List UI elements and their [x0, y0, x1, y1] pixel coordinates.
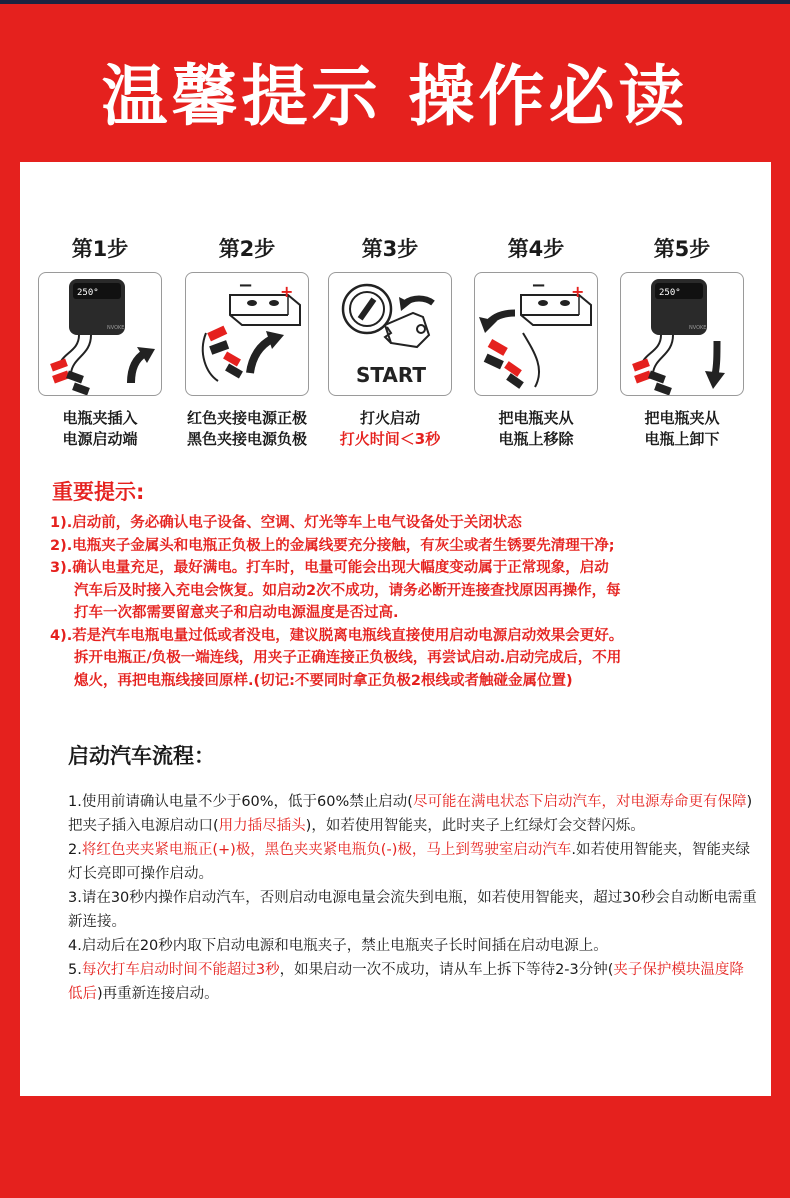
important-item-4: 4).若是汽车电瓶电量过低或者没电，建议脱离电瓶线直接使用启动电源启动效果会更好。 拆开电瓶正/负极一端连线，用夹子正确连接正负极线，再尝试启动.启动完成后，不用 熄火，再把电瓶线接回原样.(切记:不要同时拿正负极2根线或者触碰金属位置)	[50, 627, 624, 689]
important-item-1: 1).启动前，务必确认电子设备、空调、灯光等车上电气设备处于关闭状态	[50, 515, 522, 531]
svg-text:250°: 250°	[77, 288, 99, 298]
ignition-key-start-icon	[328, 272, 452, 396]
flow-item-5: 5.每次打车启动时间不能超过3秒，如果启动一次不成功，请从车上拆下等待2-3分钟(夹子保护模块温度降低后)再重新连接启动。	[68, 962, 744, 1002]
battery-connect-clamps-icon	[185, 272, 309, 396]
step-caption: 电瓶夹插入 电源启动端	[62, 409, 138, 448]
battery-remove-clamps-icon	[474, 272, 598, 396]
content-panel	[20, 162, 771, 1096]
important-list	[50, 512, 765, 692]
step-1	[38, 234, 162, 450]
flow-list	[68, 790, 758, 1006]
step-5	[620, 234, 744, 450]
svg-text:−: −	[531, 275, 547, 296]
jump-starter-unplug-clamps-icon	[620, 272, 744, 396]
step-title: 第3步	[361, 237, 419, 261]
step-title: 第5步	[653, 237, 711, 261]
flow-item-2: 2.将红色夹夹紧电瓶正(+)极，黑色夹夹紧电瓶负(-)极，马上到驾驶室启动汽车.如若使用智能夹，智能夹绿灯长亮即可操作启动。	[68, 842, 750, 882]
flow-title: 启动汽车流程：	[68, 744, 215, 768]
flow-item-3: 3.请在30秒内操作启动汽车，否则启动电源电量会流失到电瓶，如若使用智能夹，超过30秒会自动断电需重新连接。	[68, 890, 757, 930]
bottom-strip	[0, 1166, 790, 1198]
step-title: 第2步	[218, 237, 276, 261]
important-title: 重要提示:	[52, 480, 145, 504]
step-caption: 把电瓶夹从 电瓶上卸下	[644, 409, 720, 448]
step-title: 第1步	[71, 237, 129, 261]
svg-text:NVOKE: NVOKE	[107, 325, 125, 331]
step-3	[328, 234, 452, 450]
flow-item-1: 1.使用前请确认电量不少于60%，低于60%禁止启动(尽可能在满电状态下启动汽车，对电源寿命更有保障)把夹子插入电源启动口(用力插尽插头)，如若使用智能夹，此时夹子上红绿灯会交替闪烁。	[68, 794, 753, 834]
svg-text:250°: 250°	[659, 288, 681, 298]
step-2	[185, 234, 309, 450]
step-caption: 红色夹接电源正极 黑色夹接电源负极	[186, 409, 307, 448]
step-title: 第4步	[507, 237, 565, 261]
svg-text:+: +	[280, 282, 294, 301]
top-strip	[0, 0, 790, 4]
important-item-2: 2).电瓶夹子金属头和电瓶正负极上的金属线要充分接触，有灰尘或者生锈要先清理干净;	[50, 537, 615, 554]
step-caption: 把电瓶夹从 电瓶上移除	[498, 409, 574, 448]
step-caption: 打火启动 打火时间＜3秒	[339, 409, 441, 448]
svg-text:−: −	[238, 275, 254, 296]
important-item-3: 3).确认电量充足，最好满电。打车时，电量可能会出现大幅度变动属于正常现象，启动 汽车后及时接入充电会恢复。如启动2次不成功，请务必断开连接查找原因再操作，每 打车一次都需要留意夹子和启动电源温度是否过高.	[50, 560, 621, 621]
svg-text:NVOKE: NVOKE	[689, 325, 707, 331]
start-label: START	[355, 363, 427, 387]
jump-starter-with-clamps-icon	[38, 272, 162, 396]
banner-title: 温馨提示 操作必读	[101, 58, 689, 135]
svg-text:+: +	[571, 282, 585, 301]
flow-item-4: 4.启动后在20秒内取下启动电源和电瓶夹子，禁止电瓶夹子长时间插在启动电源上。	[68, 938, 608, 954]
step-4	[474, 234, 598, 450]
